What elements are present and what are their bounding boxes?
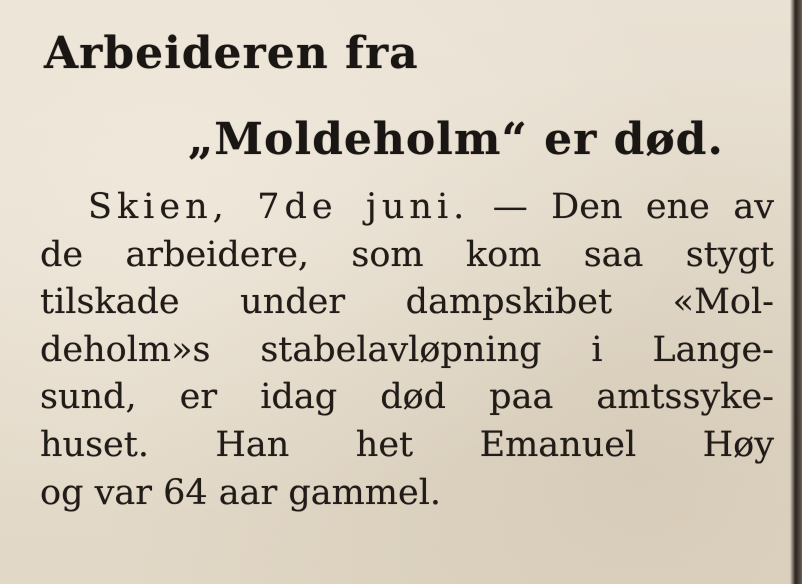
column-rule <box>790 0 802 584</box>
body-line-5: sund, er idag død paa amtssyke- <box>40 377 774 418</box>
body-line-1-text: — Den ene av <box>492 187 774 227</box>
body-line-4: deholm»s stabelavløpning i Lange- <box>40 329 774 370</box>
body-line-7: og var 64 aar gammel. <box>40 472 442 513</box>
article-body <box>40 184 774 517</box>
body-line-2: de arbeidere, som kom saa stygt <box>40 234 774 275</box>
headline-line-2: „Moldeholm“ er død. <box>188 114 724 165</box>
body-line-6: huset. Han het Emanuel Høy <box>40 424 774 465</box>
dateline: Skien, 7de juni. <box>88 187 470 227</box>
body-line-3: tilskade under dampskibet «Mol- <box>40 282 774 323</box>
headline-line-1: Arbeideren fra <box>44 28 419 79</box>
body-line-1 <box>40 184 774 232</box>
